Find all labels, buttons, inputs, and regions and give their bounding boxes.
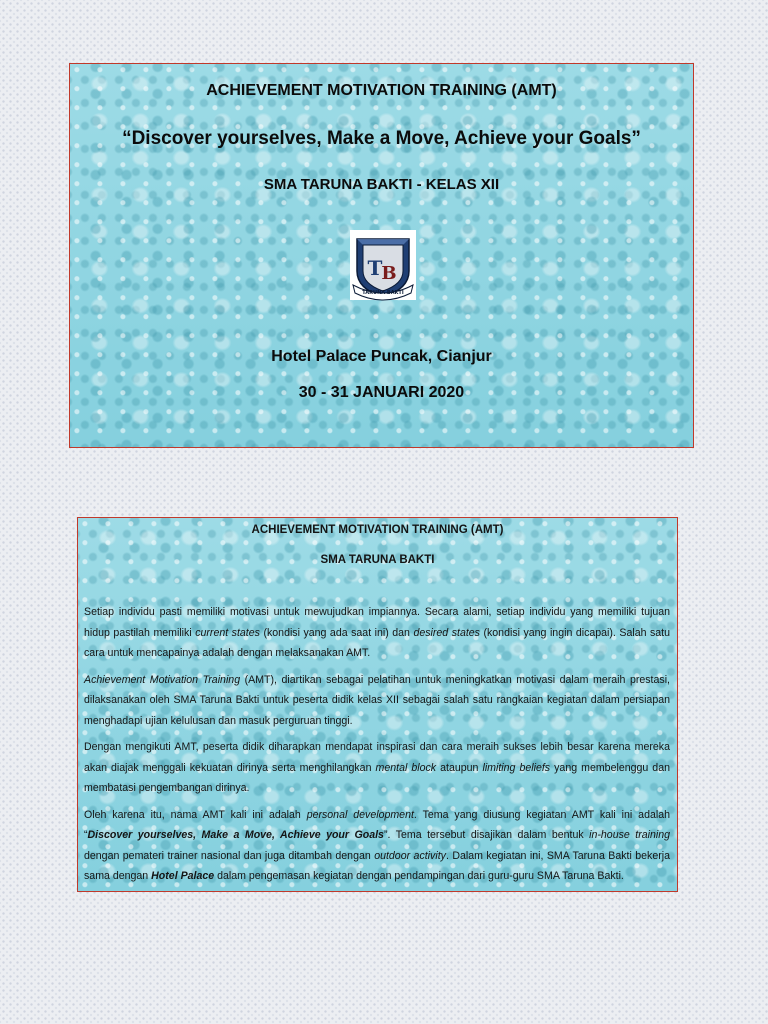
cover-panel [69,63,694,448]
paragraph-1: Setiap individu pasti memiliki motivasi untuk mewujudkan impiannya. Secara alami, setiap individu yang memiliki tujuan hidup pastilah memiliki current states (kondisi yang ada saat ini) dan desired states (kondisi yang ingin dicapai). Salah satu cara untuk mencapainya adalah dengan melaksanakan AMT. [84,606,670,659]
svg-text:TARUNA BAKTI: TARUNA BAKTI [362,290,404,296]
cover-school: SMA TARUNA BAKTI - KELAS XII [263,176,500,193]
description-panel [77,517,678,892]
cover-title: ACHIEVEMENT MOTIVATION TRAINING (AMT) [206,82,557,99]
description-title: ACHIEVEMENT MOTIVATION TRAINING (AMT) [251,524,504,536]
description-body [84,602,670,893]
paragraph-3: Dengan mengikuti AMT, peserta didik diharapkan mendapat inspirasi dan cara meraih sukses lebih besar karena mereka akan diajak menggali kekuatan dirinya serta menghilangkan mental block ataupun limiting beliefs yang membelenggu dan membatasi pengembangan dirinya. [84,741,670,794]
svg-text:T: T [367,256,383,280]
cover-date: 30 - 31 JANUARI 2020 [298,384,465,401]
cover-venue: Hotel Palace Puncak, Cianjur [271,348,492,365]
paragraph-4: Oleh karena itu, nama AMT kali ini adalah personal development. Tema yang diusung kegiatan AMT kali ini adalah “Discover yourselves, Make a Move, Achieve your Goals”. Tema tersebut disajikan dalam bentuk in-house training dengan pemateri trainer nasional dan juga ditambah dengan outdoor activity. Dalam kegiatan ini, SMA Taruna Bakti bekerja sama dengan Hotel Palace dalam pengemasan kegiatan dengan pendampingan dari guru-guru SMA Taruna Bakti. [84,808,671,882]
svg-text:B: B [381,263,397,284]
paragraph-2: Achievement Motivation Training (AMT), diartikan sebagai pelatihan untuk meningkatkan motivasi dalam meraih prestasi, dilaksanakan oleh SMA Taruna Bakti untuk peserta didik kelas XII sebagai salah satu rangkaian kegiatan dalam persiapan menghadapi ujian kelulusan dan masuk perguruan tinggi. [84,673,670,727]
school-crest-icon [349,229,417,301]
description-school: SMA TARUNA BAKTI [320,554,435,566]
cover-tagline: “Discover yourselves, Make a Move, Achieve your Goals” [122,128,641,149]
